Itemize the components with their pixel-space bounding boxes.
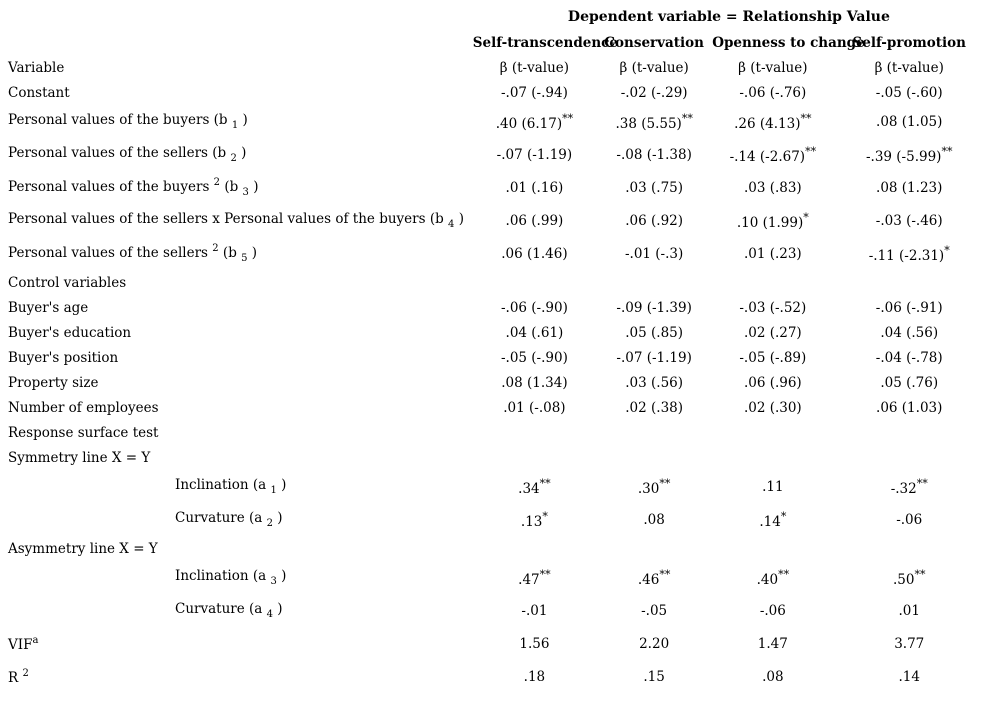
value-cell: -.07 (-1.19): [496, 146, 573, 163]
value-cell: β (t-value): [874, 59, 944, 76]
subscript: 2: [266, 518, 273, 529]
table-row: [0, 345, 985, 370]
value-cell: 2.20: [639, 635, 670, 652]
significance-stars: **: [805, 144, 817, 158]
value-cell: [833, 420, 985, 445]
value-cell: -.06: [896, 511, 923, 528]
table-row: [0, 660, 985, 693]
row-label: Personal values of the sellers (b $_2$ ): [8, 145, 247, 164]
row-label: Symmetry line X = Y: [8, 449, 151, 466]
table-row: [0, 445, 985, 470]
superscript: 2: [22, 667, 29, 679]
significance-stars: **: [778, 567, 790, 581]
value-cell: .05 (.76): [880, 374, 939, 391]
value-cell: .03 (.83): [743, 179, 802, 196]
value-cell: -.09 (-1.39): [616, 299, 692, 316]
significance-stars: *: [803, 210, 809, 224]
row-label: Asymmetry line X = Y: [8, 540, 158, 557]
title-row-spacer: [0, 4, 473, 30]
value-cell: .08 (1.05): [876, 113, 943, 130]
value-cell: .08: [762, 668, 784, 685]
value-cell: .06 (1.03): [876, 399, 943, 416]
value-cell: .11: [762, 478, 784, 495]
table-row: [0, 80, 985, 105]
table-row: [0, 536, 985, 561]
value-cell: -.07 (-.94): [500, 84, 568, 101]
significance-stars: *: [944, 243, 950, 257]
value-cell: [833, 270, 985, 295]
value-cell: -.14 (-2.67)**: [729, 144, 817, 165]
value-cell: -.32**: [890, 476, 928, 497]
table-row: [0, 503, 985, 536]
value-cell: -.01: [521, 602, 548, 619]
row-label: Personal values of the buyers (b $_1$ ): [8, 112, 248, 131]
table-row: [0, 420, 985, 445]
row-label: Personal values of the sellers x Personal values of the buyers (b $_4$ ): [8, 211, 464, 230]
value-cell: -.11 (-2.31)*: [868, 243, 950, 264]
title-row: [0, 4, 985, 30]
value-cell: β (t-value): [619, 59, 689, 76]
value-cell: 1.47: [757, 635, 788, 652]
significance-stars: **: [539, 476, 551, 490]
value-cell: [596, 270, 712, 295]
significance-stars: **: [941, 144, 953, 158]
value-cell: .01: [898, 602, 920, 619]
value-cell: [712, 536, 833, 561]
value-cell: [712, 270, 833, 295]
subscript: 1: [270, 485, 277, 496]
value-cell: -.03 (-.46): [875, 212, 943, 229]
value-cell: -.05: [641, 602, 668, 619]
row-label: VIF$^a$: [8, 634, 39, 653]
table-row: [0, 55, 985, 80]
significance-stars: **: [539, 567, 551, 581]
value-cell: .14*: [759, 509, 787, 530]
row-label: Buyer's position: [8, 349, 119, 366]
significance-stars: *: [780, 509, 787, 523]
value-cell: .30**: [637, 476, 671, 497]
subscript: 4: [266, 609, 273, 620]
regression-table: [0, 4, 985, 693]
superscript: 2: [213, 177, 221, 188]
value-cell: -.07 (-1.19): [616, 349, 692, 366]
significance-stars: *: [542, 509, 548, 523]
value-cell: -.39 (-5.99)**: [865, 144, 953, 165]
value-cell: .34**: [518, 476, 551, 497]
value-cell: [596, 445, 712, 470]
significance-stars: **: [659, 476, 671, 490]
value-cell: .02 (.27): [743, 324, 802, 341]
value-cell: [712, 420, 833, 445]
value-cell: .03 (.75): [625, 179, 684, 196]
table-row: [0, 138, 985, 171]
value-cell: .14: [898, 668, 920, 685]
value-cell: -.04 (-.78): [875, 349, 943, 366]
value-cell: [596, 536, 712, 561]
column-header: Conservation: [604, 34, 704, 51]
table-row: [0, 105, 985, 138]
value-cell: .01 (.16): [505, 179, 564, 196]
value-cell: [833, 445, 985, 470]
value-cell: .05 (.85): [625, 324, 684, 341]
table-row: [0, 470, 985, 503]
row-label: Control variables: [8, 274, 127, 291]
value-cell: .02 (.38): [625, 399, 684, 416]
significance-stars: **: [681, 111, 693, 125]
table-row: [0, 237, 985, 270]
value-cell: β (t-value): [499, 59, 570, 76]
row-label: Personal values of the sellers $^2$ (b $_5$ ): [8, 243, 258, 264]
table-body: [0, 55, 985, 693]
value-cell: .13*: [520, 509, 548, 530]
value-cell: [473, 536, 596, 561]
value-cell: .18: [523, 668, 546, 685]
value-cell: .06 (.99): [505, 212, 564, 229]
value-cell: -.01 (-.3): [624, 245, 684, 262]
value-cell: .38 (5.55)**: [615, 111, 693, 132]
value-cell: .08 (1.23): [876, 179, 943, 196]
value-cell: [712, 445, 833, 470]
value-cell: .04 (.56): [880, 324, 939, 341]
table-row: [0, 395, 985, 420]
superscript: a: [32, 634, 39, 646]
value-cell: -.05 (-.60): [875, 84, 943, 101]
value-cell: -.03 (-.52): [739, 299, 807, 316]
value-cell: -.05 (-.90): [500, 349, 568, 366]
value-cell: .47**: [518, 567, 551, 588]
value-cell: .06 (1.46): [501, 245, 568, 262]
row-label: Buyer's age: [8, 299, 89, 316]
table-row: [0, 561, 985, 594]
value-cell: [473, 270, 596, 295]
value-cell: .06 (.92): [625, 212, 684, 229]
row-label: Inclination (a $_1$ ): [175, 477, 287, 496]
subscript: 5: [241, 253, 248, 264]
row-label: Inclination (a $_3$ ): [175, 568, 287, 587]
value-cell: .01 (.23): [743, 245, 802, 262]
value-cell: β (t-value): [738, 59, 808, 76]
value-cell: .26 (4.13)**: [734, 111, 812, 132]
table-row: [0, 320, 985, 345]
significance-stars: **: [800, 111, 812, 125]
value-cell: -.06 (-.76): [739, 84, 807, 101]
column-header: Self-promotion: [852, 34, 966, 51]
value-cell: .01 (-.08): [503, 399, 566, 416]
subscript: 1: [231, 120, 239, 131]
table-row: [0, 370, 985, 395]
superscript: 2: [212, 243, 219, 254]
column-header: Openness to change: [712, 34, 865, 51]
subscript: 3: [242, 187, 249, 198]
row-label: Variable: [8, 59, 65, 76]
value-cell: .08 (1.34): [501, 374, 568, 391]
value-cell: [473, 445, 596, 470]
value-cell: .40 (6.17)**: [495, 111, 574, 132]
value-cell: -.06 (-.91): [875, 299, 943, 316]
value-cell: .08: [643, 511, 665, 528]
significance-stars: **: [916, 476, 928, 490]
row-label: Buyer's education: [8, 324, 132, 341]
row-label: Curvature (a $_2$ ): [175, 510, 283, 529]
value-cell: -.05 (-.89): [739, 349, 807, 366]
value-cell: -.08 (-1.38): [616, 146, 692, 163]
value-cell: [473, 420, 596, 445]
significance-stars: **: [914, 567, 926, 581]
row-label: Number of employees: [8, 399, 159, 416]
significance-stars: **: [562, 111, 574, 125]
table-row: [0, 270, 985, 295]
row-label: Response surface test: [8, 424, 159, 441]
subscript: 2: [230, 153, 237, 164]
subscript: 4: [448, 219, 455, 230]
header-row-spacer: [0, 30, 473, 55]
value-cell: [833, 536, 985, 561]
value-cell: -.06: [759, 602, 786, 619]
value-cell: .04 (.61): [505, 324, 564, 341]
row-label: Property size: [8, 374, 99, 391]
value-cell: -.06 (-.90): [500, 299, 568, 316]
table-row: [0, 295, 985, 320]
row-label: Personal values of the buyers $^2$ (b $_3$ ): [8, 177, 259, 198]
value-cell: .40**: [756, 567, 790, 588]
value-cell: 3.77: [894, 635, 925, 652]
value-cell: .50**: [892, 567, 926, 588]
value-cell: 1.56: [519, 635, 550, 652]
row-label: R $^2$: [8, 667, 29, 686]
value-cell: [596, 420, 712, 445]
value-cell: .46**: [637, 567, 671, 588]
value-cell: .06 (.96): [743, 374, 802, 391]
value-cell: .02 (.30): [743, 399, 802, 416]
row-label: Constant: [8, 84, 70, 101]
column-header: Self-transcendence: [472, 34, 618, 51]
value-cell: .03 (.56): [625, 374, 684, 391]
row-label: Curvature (a $_4$ ): [175, 601, 283, 620]
value-cell: .10 (1.99)*: [736, 210, 809, 231]
value-cell: .15: [643, 668, 665, 685]
value-cell: -.02 (-.29): [620, 84, 688, 101]
significance-stars: **: [659, 567, 671, 581]
subscript: 3: [270, 576, 277, 587]
table-title: Dependent variable = Relationship Value: [567, 9, 890, 25]
column-header-row: [0, 30, 985, 55]
table-row: [0, 171, 985, 204]
table-row: [0, 204, 985, 237]
table-row: [0, 594, 985, 627]
table-row: [0, 627, 985, 660]
